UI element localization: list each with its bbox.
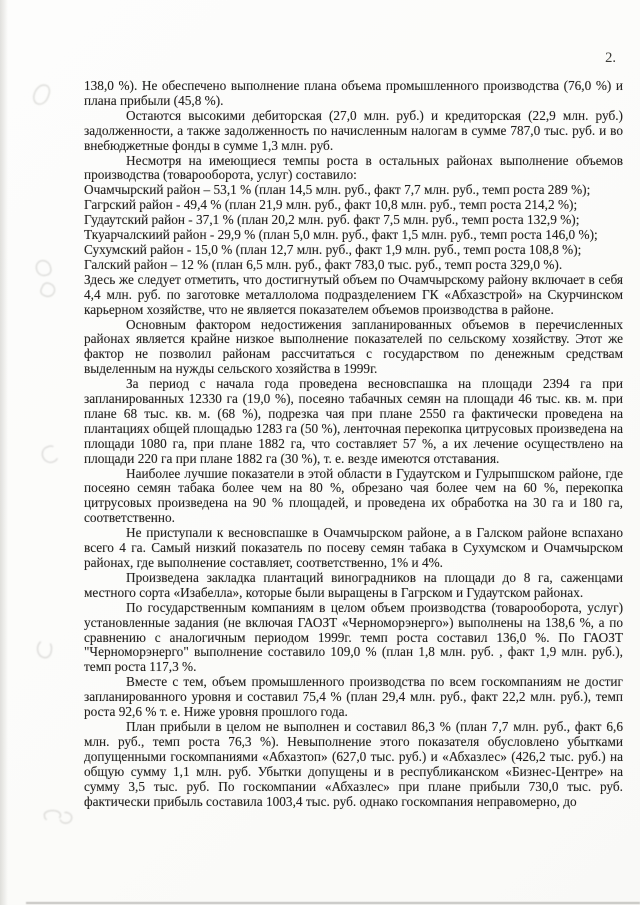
scan-artifact (39, 281, 58, 300)
district-line-ochamchyra: Очамчырский район – 53,1 % (план 14,5 млн. руб., факт 7,7 млн. руб., темп роста 289 %); (84, 182, 591, 198)
district-line-gagra: Гагрский район - 49,4 % (план 21,9 млн. руб., факт 10,8 млн. руб., темп роста 214,2 %); (84, 197, 578, 213)
paragraph-debts: Остаются высокими дебиторская (27,0 млн. руб.) и кредиторская (22,9 млн. руб.) задолженности, а также задолженность по начисленным налогам в сумме 787,0 тыс. руб. и во внебюджетные фонды в сумме 1,3 млн. руб. (84, 107, 623, 153)
district-list (84, 183, 623, 272)
scan-edge-bottom (26, 902, 640, 904)
district-line-gal: Галский район – 12 % (план 6,5 млн. руб., факт 783,0 тыс. руб., темп роста 329,0 %). (84, 256, 563, 272)
paragraph-profit-plan: План прибыли в целом не выполнен и составил 86,3 % (план 7,7 млн. руб., факт 6,6 млн. руб., темп роста 76,3 %). Невыполнение этого показателя обусловлено убытками допущенными госкомпаниями «Абхазтоп» (627,0 тыс. руб.) и «Абхазлес» (426,2 тыс. руб.) на общую сумму 1,1 млн. руб. Убытки допущены и в республиканском «Бизнес-Центре» на сумму 3,5 тыс. руб. По госкомпании «Абхазлес» при плане прибыли 730,0 тыс. руб. фактически прибыль составила 1003,4 тыс. руб. однако госкомпания неправомерно, до (84, 718, 623, 809)
district-line-gudauta: Гудаутский район - 37,1 % (план 20,2 млн. руб. факт 7,5 млн. руб., темп роста 132,9 %); (84, 212, 580, 228)
page-number: 2. (605, 50, 616, 66)
scan-edge-left (0, 0, 8, 905)
paragraph-spring-plowing: За период с начала года проведена весновспашка на площади 2394 га при запланированных 12330 га (19,0 %), посеяно табачных семян на площади 46 тыс. кв. м. при плане 68 тыс. кв. м. (68 %), подрезка чая при плане 2550 га фактически проведена на плантациях общей площадью 1283 га (50 %), ленточная перекопка цитрусовых произведена на площади 1080 га, при плане 1882 га, что составляет 57 %, а их лечение осуществлено на площади 220 га при плане 1882 га (30 %), т. е. везде имеются отставания. (84, 376, 623, 466)
scan-artifact (36, 639, 54, 659)
district-line-tkuarchal: Ткуарчалскиий район - 29,9 % (план 5,0 млн. руб., факт 1,5 млн. руб., темп роста 146,0 %); (84, 227, 598, 243)
paragraph-vineyards: Произведена закладка плантаций виноградников на площади до 8 га, саженцами местного сорта «Изабелла», которые были выращены в Гагрском и Гудаутском районах. (84, 569, 623, 600)
paragraph-agriculture-factor: Основным фактором недостижения запланированных объемов в перечисленных районах является крайне низкое выполнение показателей по сельскому хозяйству. Этот же фактор не позволил районам рассчитаться с государством по денежным средствам выделенным на нужды сельского хозяйства в 1999г. (84, 316, 623, 377)
scan-artifact (35, 259, 53, 278)
paragraph-state-companies: По государственным компаниям в целом объем производства (товарооборота, услуг) установленные задания (не включая ГАОЗТ «Черноморэнерго») выполнены на 138,6 %, а по сравнению с аналогичным периодом 1999г. темп роста составил 136,0 %. По ГАОЗТ "Черноморэнерго" выполнение составило 109,0 % (план 1,8 млн. руб. , факт 1,9 млн. руб.), темп роста 117,3 %. (84, 599, 623, 675)
paragraph-best-indicators: Наиболее лучшие показатели в этой области в Гудаутском и Гулрыпшском районе, где посеяно семян табака более чем на 80 %, обрезано чая более чем на 60 %, перекопка цитрусовых произведена на 90 % площадей, и проведена их обработка на 30 га и 180 га, соответственно. (84, 465, 623, 526)
paragraph-lowest-indicators: Не приступали к весновспашке в Очамчырском районе, а в Галском районе вспахано всего 4 га. Самый низкий показатель по посеву семян табака в Сухумском и Очамчырском районах, где выполнение составляет, соответственно, 1% и 4%. (84, 525, 623, 570)
paragraph-scrap-metal-note: Здесь же следует отметить, что достигнутый объем по Очамчырскому району включает в себя 4,4 млн. руб. по заготовке металлолома подразделением ГК «Абхазстрой» на Скурчинском карьерном хозяйстве, что не является показателем объемов производства в районе. (84, 271, 623, 317)
document-body (84, 79, 623, 809)
scan-artifact (31, 82, 52, 107)
scan-artifact (40, 444, 61, 465)
paragraph-continuation: 138,0 %). Не обеспечено выполнение плана объема промышленного производства (76,0 %) и плана прибыли (45,8 %). (84, 78, 623, 108)
paragraph-industrial-output: Вместе с тем, объем промышленного производства по всем госкомпаниям не достиг запланированного уровня и составил 75,4 % (план 29,4 млн. руб., факт 22,2 млн. руб.), темп роста 92,6 % т. е. Ниже уровня прошлого года. (84, 674, 623, 720)
paragraph-districts-intro: Несмотря на имеющиеся темпы роста в остальных районах выполнение объемов производства (товарооборота, услуг) составило: (84, 152, 623, 183)
district-line-sukhum: Сухумский район - 15,0 % (план 12,7 млн. руб., факт 1,9 млн. руб., темп роста 108,8 %); (84, 241, 582, 257)
